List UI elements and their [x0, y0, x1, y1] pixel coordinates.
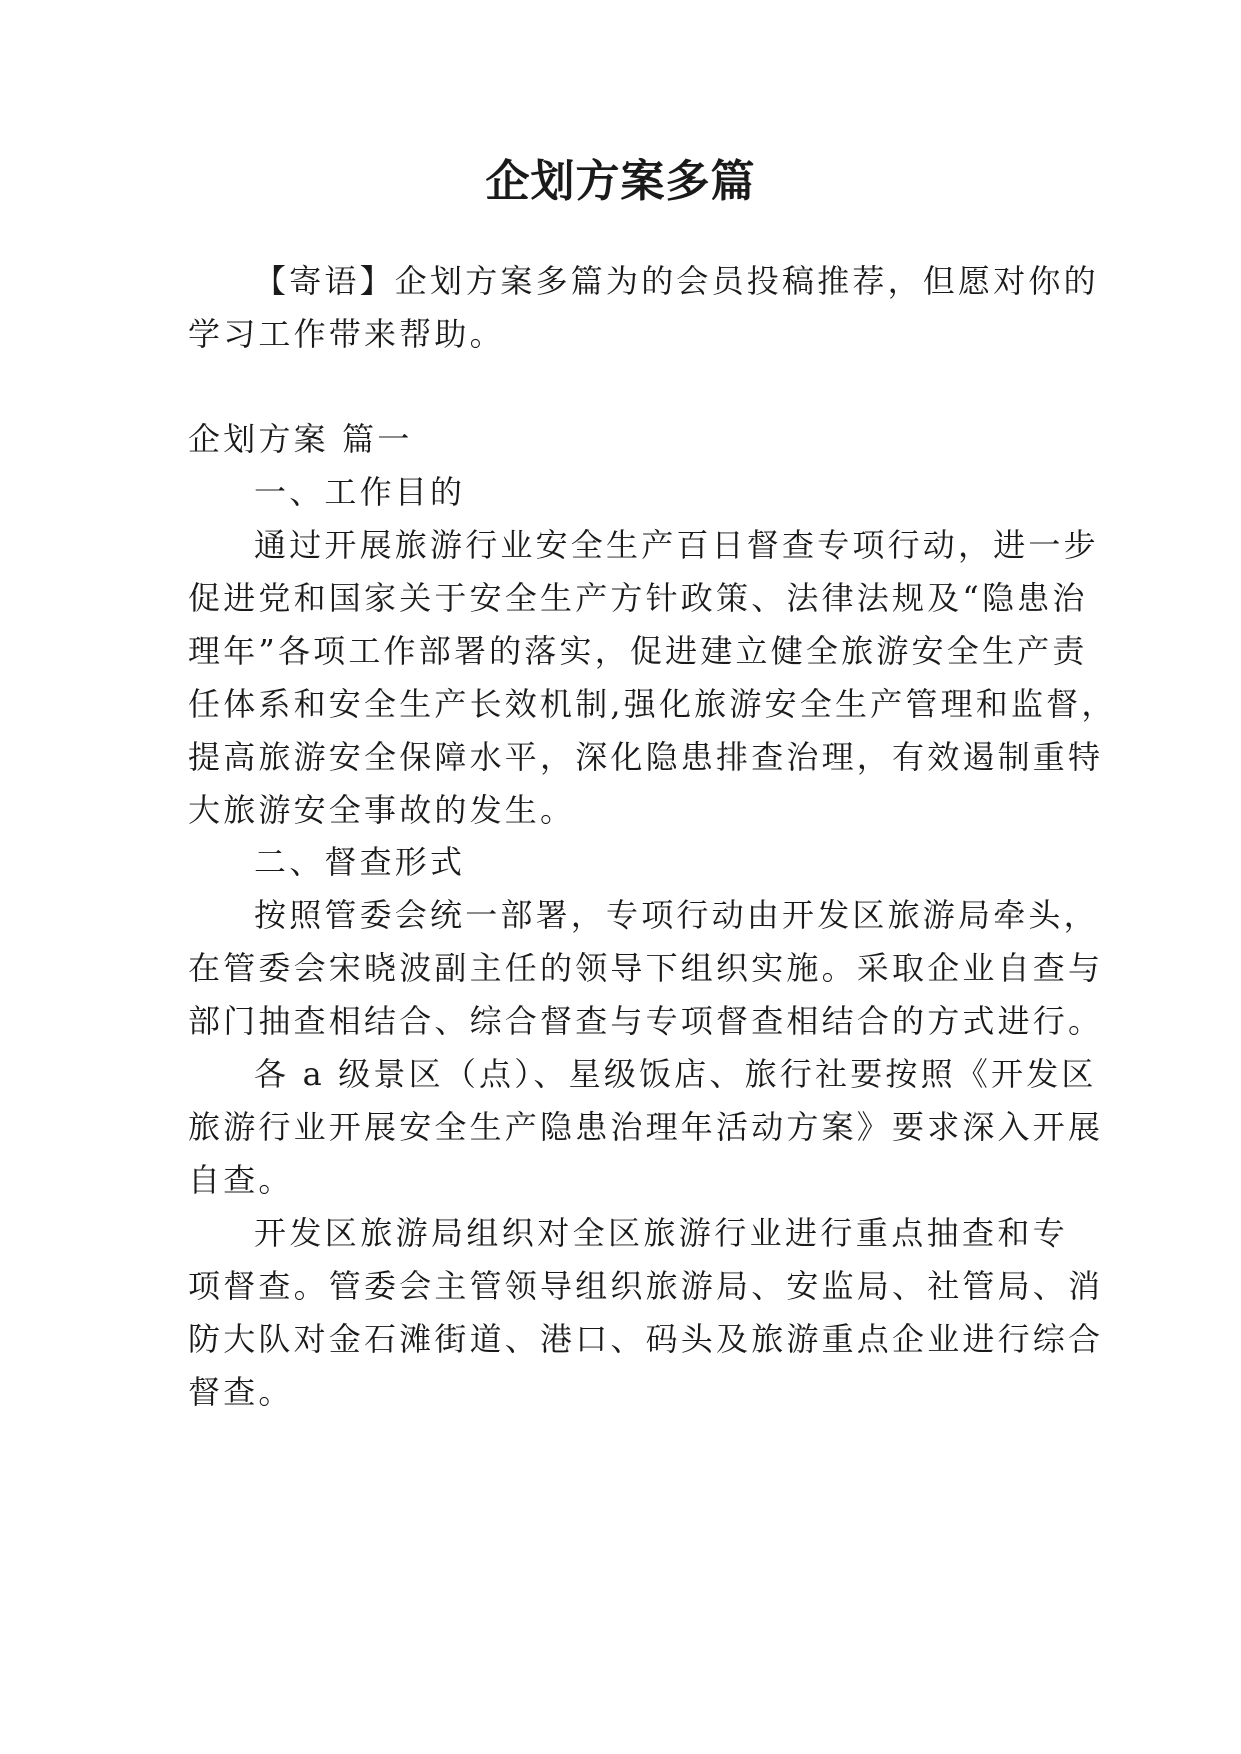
- page-title: 企划方案多篇: [485, 156, 756, 207]
- subheading-inspection-form: 二、督查形式: [254, 843, 466, 881]
- paragraph-line: 在管委会宋晓波副主任的领导下组织实施。采取企业自查与: [188, 949, 1104, 987]
- foreword-line-2: 学习工作带来帮助。: [188, 315, 505, 353]
- paragraph-line: 开发区旅游局组织对全区旅游行业进行重点抽查和专: [254, 1214, 1068, 1252]
- paragraph-line: 理年”各项工作部署的落实，促进建立健全旅游安全生产责: [188, 632, 1088, 670]
- paragraph-line: 通过开展旅游行业安全生产百日督查专项行动，进一步: [254, 526, 1099, 564]
- paragraph-line: 自查。: [188, 1161, 294, 1199]
- paragraph-line: 任体系和安全生产长效机制,强化旅游安全生产管理和监督，: [188, 685, 1117, 723]
- paragraph-line: 防大队对金石滩街道、港口、码头及旅游重点企业进行综合: [188, 1320, 1104, 1358]
- paragraph-line: 提高旅游安全保障水平，深化隐患排查治理，有效遏制重特: [188, 738, 1104, 776]
- paragraph-line: 督查。: [188, 1373, 294, 1411]
- paragraph-line: 按照管委会统一部署，专项行动由开发区旅游局牵头，: [254, 896, 1099, 934]
- paragraph-line: 大旅游安全事故的发生。: [188, 791, 576, 829]
- section-heading: 企划方案 篇一: [188, 420, 413, 458]
- paragraph-line: 促进党和国家关于安全生产方针政策、法律法规及“隐患治: [188, 579, 1088, 617]
- paragraph-line: 各 a 级景区（点）、星级饭店、旅行社要按照《开发区: [254, 1055, 1097, 1093]
- paragraph-line: 旅游行业开展安全生产隐患治理年活动方案》要求深入开展: [188, 1108, 1104, 1146]
- paragraph-line: 部门抽查相结合、综合督查与专项督查相结合的方式进行。: [188, 1002, 1104, 1040]
- foreword-line-1: 【寄语】企划方案多篇为的会员投稿推荐，但愿对你的: [254, 262, 1099, 300]
- paragraph-line: 项督查。管委会主管领导组织旅游局、安监局、社管局、消: [188, 1267, 1104, 1305]
- subheading-work-purpose: 一、工作目的: [254, 473, 466, 511]
